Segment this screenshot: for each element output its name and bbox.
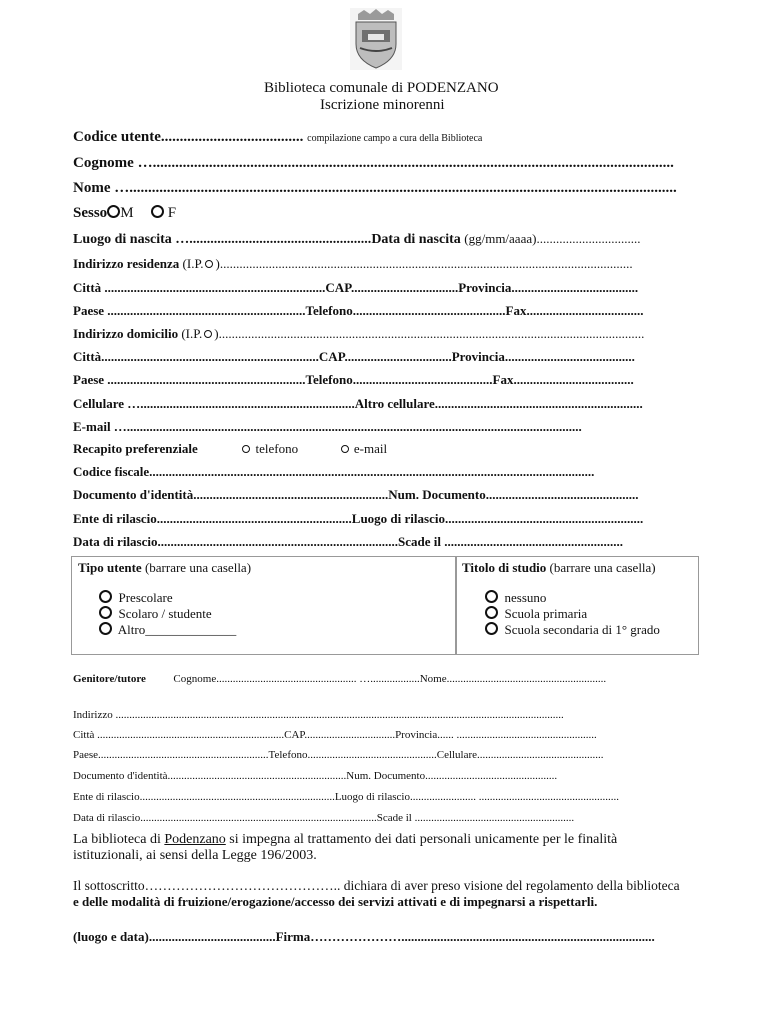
genitore-data[interactable]: Data di rilascio......................................................................................Scade il .......................................................... bbox=[73, 812, 575, 824]
ente-row[interactable] bbox=[73, 511, 643, 527]
data-rilascio-row[interactable] bbox=[73, 534, 623, 550]
titolo-label-secondaria: Scuola secondaria di 1° grado bbox=[504, 622, 660, 637]
sottoscritto-line[interactable]: Il sottoscritto…………………………………….. dichiara di aver preso visione del regolamento della biblioteca bbox=[73, 878, 680, 893]
residenza-line: ............................................................................................................................... bbox=[219, 256, 633, 271]
sesso-f-radio[interactable] bbox=[151, 205, 164, 218]
nome-field[interactable]: Nome ….................................................................................................................................................. bbox=[73, 180, 677, 196]
tipo-utente-heading bbox=[78, 560, 251, 576]
paese-row-2[interactable] bbox=[73, 372, 634, 388]
titolo-radio-primaria[interactable] bbox=[485, 606, 498, 619]
genitore-cognome-nome: Cognome................................................... …..................Nome.......................................................... bbox=[173, 673, 607, 685]
cap-2: CAP................................. bbox=[318, 349, 452, 364]
provincia-2: Provincia........................................ bbox=[451, 349, 635, 364]
tipo-label-altro: Altro______________ bbox=[117, 622, 237, 637]
ip-close-2: ) bbox=[214, 326, 219, 341]
citta-1: Città .................................................................... bbox=[73, 280, 326, 295]
recapito-tel-label: telefono bbox=[255, 441, 299, 456]
genitore-row[interactable] bbox=[73, 673, 606, 685]
privacy-text-b: si impegna al trattamento dei dati personali unicamente per le finalità bbox=[225, 832, 618, 847]
luogo-nascita-field[interactable] bbox=[73, 231, 640, 248]
data-nascita-label: Data di nascita bbox=[371, 232, 461, 247]
telefono-2: Telefono........................................... bbox=[305, 372, 493, 387]
recapito-tel-radio[interactable] bbox=[242, 445, 250, 453]
tipo-radio-altro[interactable] bbox=[99, 622, 112, 635]
citta-2: Città................................................................... bbox=[73, 349, 319, 364]
luogo-rilascio: Luogo di rilascio............................................................. bbox=[351, 511, 644, 526]
indirizzo-residenza-field[interactable] bbox=[73, 256, 633, 272]
tipo-radio-prescolare[interactable] bbox=[99, 590, 112, 603]
codice-utente-field[interactable] bbox=[73, 129, 482, 146]
titolo-option-primaria[interactable] bbox=[485, 606, 587, 622]
recapito-label: Recapito preferenziale bbox=[73, 441, 198, 456]
cognome-field[interactable]: Cognome …........................................................................................................................................... bbox=[73, 155, 674, 171]
num-documento: Num. Documento............................................... bbox=[388, 487, 639, 502]
provincia-1: Provincia....................................... bbox=[458, 280, 639, 295]
ip-label-2: (I.P. bbox=[181, 326, 203, 341]
data-rilascio: Data di rilascio.......................................................................... bbox=[73, 534, 398, 549]
luogo-nascita-label: Luogo di nascita ….................................................... bbox=[73, 232, 372, 247]
tipo-option-prescolare[interactable] bbox=[99, 590, 173, 606]
ip-radio-2[interactable] bbox=[204, 330, 212, 338]
cap-1: CAP................................. bbox=[325, 280, 459, 295]
codice-utente-label: Codice utente...................................... bbox=[73, 129, 304, 145]
titolo-studio-heading bbox=[462, 560, 656, 576]
codice-fiscale-field[interactable]: Codice fiscale......................................................................................................................................... bbox=[73, 464, 595, 479]
titolo-option-secondaria[interactable] bbox=[485, 622, 660, 638]
genitore-indirizzo[interactable]: Indirizzo ................................................................................................................................................................... bbox=[73, 709, 564, 721]
recapito-mail-label: e-mail bbox=[353, 441, 388, 456]
cellulare-row[interactable] bbox=[73, 396, 643, 412]
paese-2: Paese ............................................................. bbox=[73, 372, 306, 387]
fax-2: Fax..................................... bbox=[492, 372, 634, 387]
podenzano-link: Podenzano bbox=[164, 832, 226, 847]
tipo-option-altro[interactable] bbox=[99, 622, 236, 638]
titolo-radio-secondaria[interactable] bbox=[485, 622, 498, 635]
fax-1: Fax.................................... bbox=[505, 303, 644, 318]
privacy-line-1 bbox=[73, 832, 617, 848]
citta-row-2[interactable] bbox=[73, 349, 635, 365]
data-format-hint: (gg/mm/aaaa)................................ bbox=[464, 231, 641, 246]
titolo-label-primaria: Scuola primaria bbox=[504, 606, 588, 621]
cellulare: Cellulare ….................................................................. bbox=[73, 396, 355, 411]
tipo-utente-label: Tipo utente bbox=[78, 560, 142, 575]
ip-close: ) bbox=[215, 256, 220, 271]
library-title: Biblioteca comunale di PODENZANO bbox=[264, 80, 499, 96]
documento: Documento d'identità............................................................ bbox=[73, 487, 389, 502]
scade: Scade il ....................................................... bbox=[398, 534, 623, 549]
ente-rilascio: Ente di rilascio............................................................ bbox=[73, 511, 352, 526]
tipo-label-scolaro: Scolaro / studente bbox=[118, 606, 212, 621]
sesso-m-label: M bbox=[120, 205, 134, 221]
altro-cellulare: Altro cellulare................................................................ bbox=[354, 396, 643, 411]
tipo-label-prescolare: Prescolare bbox=[118, 590, 173, 605]
titolo-studio-hint: (barrare una casella) bbox=[549, 560, 656, 575]
modalita-line: e delle modalità di fruizione/erogazione/accesso dei servizi attivati e di impegnarsi a rispettarli. bbox=[73, 894, 598, 909]
ip-radio[interactable] bbox=[205, 260, 213, 268]
documento-row[interactable] bbox=[73, 487, 639, 503]
paese-1: Paese ............................................................. bbox=[73, 303, 306, 318]
ip-label: (I.P. bbox=[182, 256, 204, 271]
genitore-paese[interactable]: Paese..............................................................Telefono...............................................Cellulare.............................................. bbox=[73, 749, 604, 761]
indirizzo-domicilio-label: Indirizzo domicilio bbox=[73, 326, 179, 341]
domicilio-line: ................................................................................................................................... bbox=[218, 326, 645, 341]
titolo-label-nessuno: nessuno bbox=[504, 590, 547, 605]
sesso-label: Sesso bbox=[73, 205, 108, 221]
tipo-radio-scolaro[interactable] bbox=[99, 606, 112, 619]
tipo-option-scolaro[interactable] bbox=[99, 606, 212, 622]
sesso-field bbox=[73, 205, 176, 222]
municipal-coat-of-arms bbox=[350, 8, 402, 70]
genitore-ente[interactable]: Ente di rilascio.......................................................................Luogo di rilascio........................ ................................................... bbox=[73, 791, 619, 803]
sesso-f-label: F bbox=[167, 205, 177, 221]
recapito-row bbox=[73, 441, 387, 457]
citta-row-1[interactable] bbox=[73, 280, 638, 296]
recapito-mail-radio[interactable] bbox=[341, 445, 349, 453]
genitore-label: Genitore/tutore bbox=[73, 673, 146, 685]
telefono-1: Telefono............................................... bbox=[305, 303, 506, 318]
firma-line[interactable]: (luogo e data).......................................Firma………………….............................................................................. bbox=[73, 929, 655, 944]
indirizzo-residenza-label: Indirizzo residenza bbox=[73, 256, 180, 271]
indirizzo-domicilio-field[interactable] bbox=[73, 326, 644, 342]
privacy-text-a: La biblioteca di bbox=[73, 832, 165, 847]
privacy-line-2: istituzionali, ai sensi della Legge 196/2003. bbox=[73, 848, 317, 863]
email-field[interactable]: E-mail …............................................................................................................................................ bbox=[73, 419, 582, 434]
titolo-radio-nessuno[interactable] bbox=[485, 590, 498, 603]
titolo-studio-label: Titolo di studio bbox=[462, 560, 547, 575]
paese-row-1[interactable] bbox=[73, 303, 643, 319]
sesso-m-radio[interactable] bbox=[107, 205, 120, 218]
tipo-utente-hint: (barrare una casella) bbox=[144, 560, 252, 575]
codice-utente-note: compilazione campo a cura della Biblioteca bbox=[307, 133, 483, 144]
form-subtitle: Iscrizione minorenni bbox=[320, 97, 445, 113]
titolo-option-nessuno[interactable] bbox=[485, 590, 546, 606]
genitore-citta[interactable]: Città ....................................................................CAP.................................Provincia...... ................................................... bbox=[73, 729, 597, 741]
genitore-documento[interactable]: Documento d'identità.................................................................Num. Documento................................................ bbox=[73, 770, 558, 782]
